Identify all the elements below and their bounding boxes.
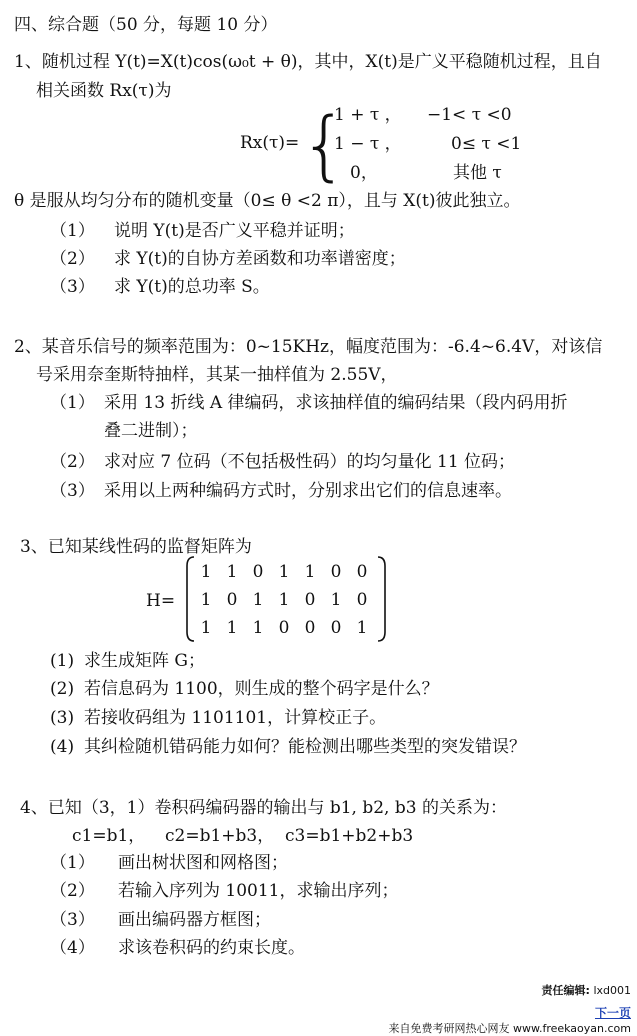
q3-item-4-num: (4) (50, 737, 75, 757)
q4-item-3-num: （3） (50, 910, 95, 930)
matrix-cell: 1 (356, 618, 368, 638)
q4-item-2-num: （2） (50, 881, 95, 901)
matrix-cell: 0 (330, 618, 342, 638)
q1-left-brace: { (300, 100, 349, 189)
q3-item-1-num: (1) (50, 651, 75, 671)
q1-item-3-text: 求 Y(t)的总功率 S。 (114, 277, 270, 297)
q1-item-2-text: 求 Y(t)的自协方差函数和功率谱密度； (114, 249, 406, 269)
matrix-cell: 1 (200, 618, 212, 638)
q2-item-2-text: 求对应 7 位码（不包括极性码）的均匀量化 11 位码； (104, 452, 516, 472)
q1-intro-line2: 相关函数 Rx(τ)为 (36, 81, 172, 101)
q1-function-label: Rx(τ)= (240, 133, 300, 153)
section-title: 四、综合题（50 分，每题 10 分） (14, 15, 278, 35)
q2-item-3-num: （3） (50, 481, 95, 501)
q2-item-2-num: （2） (50, 452, 95, 472)
q4-item-2-text: 若输入序列为 10011，求输出序列； (118, 881, 399, 901)
editor-label: 责任编辑: (541, 984, 590, 997)
q2-item-1-num: （1） (50, 393, 95, 413)
matrix-cell: 0 (226, 590, 238, 610)
q3-item-2-num: (2) (50, 679, 75, 699)
q3-item-3-num: (3) (50, 708, 75, 728)
matrix-cell: 1 (200, 590, 212, 610)
q2-item-1-cont: 叠二进制）； (104, 421, 198, 441)
q1-item-1-text: 说明 Y(t)是否广义平稳并证明； (114, 221, 355, 241)
q1-case-1-expr: 1 + τ ， (334, 105, 402, 125)
q1-case-2-cond: 0≤ τ <1 (451, 134, 522, 154)
matrix-cell: 1 (278, 562, 290, 582)
q1-intro-line1: 1、随机过程 Y(t)=X(t)cos(ω₀t + θ)，其中，X(t)是广义平稳随机过程，且自 (14, 52, 602, 72)
matrix-cell: 1 (226, 618, 238, 638)
q4-intro: 4、已知（3，1）卷积码编码器的输出与 b1, b2, b3 的关系为： (20, 798, 507, 818)
q1-item-3-num: （3） (50, 277, 95, 297)
matrix-cell: 1 (330, 590, 342, 610)
q4-item-4-text: 求该卷积码的约束长度。 (118, 938, 305, 958)
matrix-cell: 0 (356, 590, 368, 610)
q4-item-4-num: （4） (50, 938, 95, 958)
source-credit: 来自免费考研网热心网友 www.freekaoyan.com (388, 1022, 631, 1035)
q1-case-3-cond: 其他 τ (453, 163, 502, 183)
q1-case-2-expr: 1 − τ ， (334, 134, 402, 154)
q1-case-3-expr: 0， (350, 163, 378, 183)
q2-intro-line2: 号采用奈奎斯特抽样，其某一抽样值为 2.55V， (36, 365, 398, 385)
q4-eq-c1: c1=b1， (72, 826, 146, 846)
matrix-cell: 0 (356, 562, 368, 582)
matrix-cell: 1 (200, 562, 212, 582)
matrix-cell: 1 (278, 590, 290, 610)
q1-case-1-cond: −1< τ <0 (427, 105, 512, 125)
q3-item-1-text: 求生成矩阵 G； (84, 651, 205, 671)
q3-item-2-text: 若信息码为 1100，则生成的整个码字是什么？ (84, 679, 439, 699)
matrix-cell: 1 (226, 562, 238, 582)
q4-item-3-text: 画出编码器方框图； (118, 910, 271, 930)
editor-credit (542, 982, 631, 998)
q4-item-1-text: 画出树状图和网格图； (118, 853, 288, 873)
q1-item-1-num: （1） (50, 221, 95, 241)
matrix-cell: 0 (304, 590, 316, 610)
q4-eq-c2: c2=b1+b3， (165, 826, 275, 846)
q4-item-1-num: （1） (50, 853, 95, 873)
q3-matrix-label: H= (146, 591, 176, 611)
matrix-cell: 1 (304, 562, 316, 582)
matrix-cell: 0 (304, 618, 316, 638)
q3-intro: 3、已知某线性码的监督矩阵为 (20, 537, 252, 557)
q1-item-2-num: （2） (50, 249, 95, 269)
matrix-cell: 0 (252, 562, 264, 582)
q3-item-4-text: 其纠检随机错码能力如何？能检测出哪些类型的突发错误？ (84, 737, 526, 757)
q2-item-3-text: 采用以上两种编码方式时，分别求出它们的信息速率。 (104, 481, 512, 501)
matrix-cell: 1 (252, 618, 264, 638)
q2-item-1-text: 采用 13 折线 A 律编码，求该抽样值的编码结果（段内码用折 (104, 393, 568, 413)
q1-note: θ 是服从均匀分布的随机变量（0≤ θ <2 π），且与 X(t)彼此独立。 (14, 191, 521, 211)
matrix-cell: 0 (278, 618, 290, 638)
q3-item-3-text: 若接收码组为 1101101，计算校正子。 (84, 708, 387, 728)
editor-name: lxd001 (593, 984, 631, 997)
matrix-cell: 0 (330, 562, 342, 582)
q2-intro-line1: 2、某音乐信号的频率范围为：0~15KHz，幅度范围为：-6.4~6.4V，对该信 (14, 337, 603, 357)
q4-eq-c3: c3=b1+b2+b3 (285, 826, 414, 846)
q3-parity-matrix (184, 554, 388, 644)
matrix-cell: 1 (252, 590, 264, 610)
next-page-link[interactable]: 下一页 (594, 1006, 631, 1020)
